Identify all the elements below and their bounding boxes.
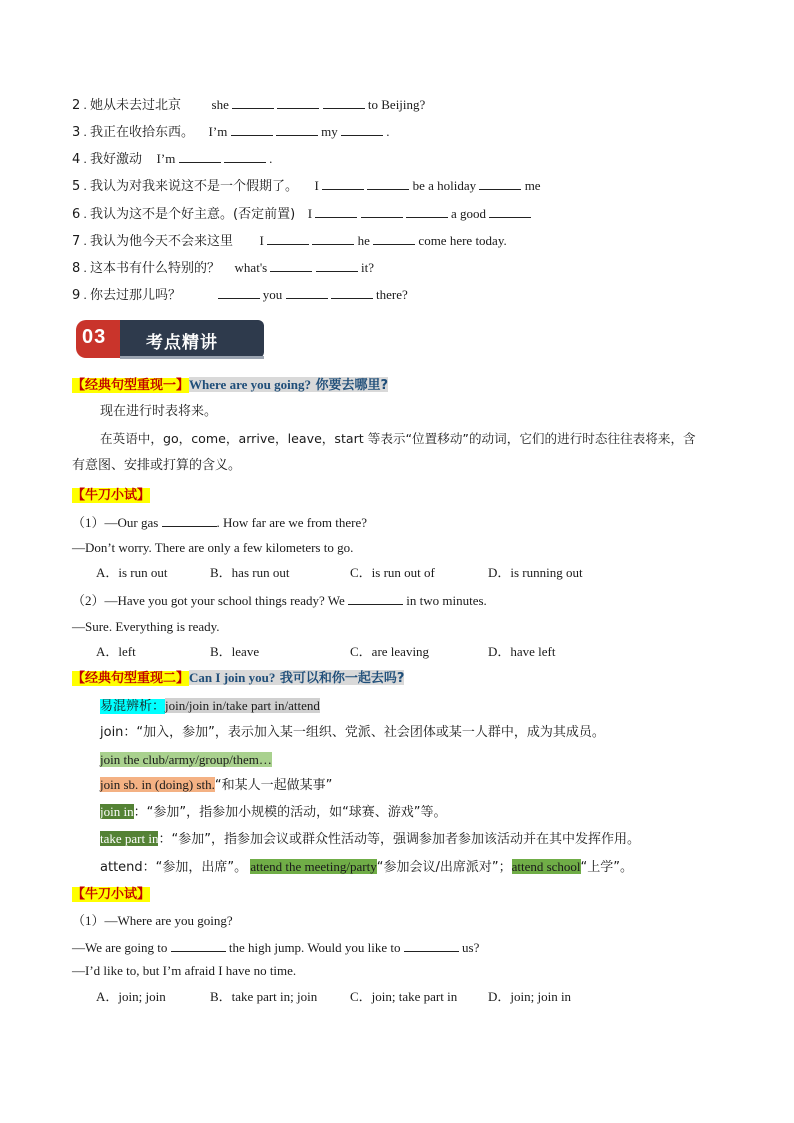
point2-tag: 【经典句型重现二】 — [72, 671, 190, 686]
section-banner — [76, 316, 266, 362]
join-definition: join：“加入，参加”，表示加入某一组织、党派、社会团体或某一人群中，成为其成员。 — [100, 725, 605, 740]
point1-line1: 现在进行时表将来。 — [100, 404, 218, 419]
fill-item-6: 6 . 我认为这不是个好主意。(否定前置) I a good — [72, 204, 531, 224]
fill-item-5: 5 . 我认为对我来说这不是一个假期了。 I be a holiday me — [72, 178, 541, 194]
point1-line3: 有意图、安排或打算的含义。 — [72, 458, 242, 473]
quiz2-options: A．join; join B．take part in; join C．join; take part in D．join; join in — [96, 989, 572, 1004]
join-in-line: join in：“参加”，指参加小规模的活动，如“球赛、游戏”等。 — [100, 804, 447, 820]
point2-question: Can I join you? 我可以和你一起去吗? — [189, 670, 405, 686]
point1-header — [72, 376, 388, 395]
fill-item-7: 7 . 我认为他今天不会来这里 I he come here today. — [72, 233, 507, 249]
quiz1-tag: 【牛刀小试】 — [72, 488, 151, 503]
point1-line2: 在英语中，go，come，arrive，leave，start 等表示“位置移动”的动词，它们的进行时态往往表将来，含 — [100, 431, 696, 446]
quiz1-q1-options: A．is run out B．has run out C．is run out of D．is running out — [96, 565, 583, 580]
quiz2-tag: 【牛刀小试】 — [72, 887, 151, 902]
join-sb-line: join sb. in (doing) sth.“和某人一起做某事” — [100, 777, 333, 793]
point1-tag: 【经典句型重现一】 — [72, 378, 190, 393]
section-title: 考点精讲 — [146, 333, 218, 353]
confuse-words: join/join in/take part in/attend — [165, 698, 320, 713]
point1-question: Where are you going? 你要去哪里? — [189, 377, 389, 393]
confuse-label: 易混辨析： — [100, 699, 166, 714]
fill-item-8: 8 . 这本书有什么特别的？ what's it? — [72, 260, 374, 276]
point2-header — [72, 669, 404, 688]
quiz1-q2-reply: —Sure. Everything is ready. — [72, 619, 220, 634]
quiz2-line2: —We are going to the high jump. Would you like to us? — [72, 940, 480, 955]
fill-item-2: 2 . 她从未去过北京 she to Beijing? — [72, 97, 426, 113]
fill-item-3: 3 . 我正在收拾东西。 I’m my . — [72, 124, 390, 140]
quiz1-q2-options: A．left B．leave C．are leaving D．have left — [96, 644, 556, 659]
quiz1-q2: （2）—Have you got your school things ready? We in two minutes. — [72, 593, 487, 608]
quiz1-q1-reply: —Don’t worry. There are only a few kilometers to go. — [72, 540, 354, 555]
join-example: join the club/army/group/them… — [100, 752, 272, 767]
take-part-in-line: take part in：“参加”，指参加会议或群众性活动等，强调参加者参加该活动并在其中发挥作用。 — [100, 831, 640, 847]
fill-item-4: 4 . 我好激动 I’m . — [72, 151, 273, 167]
quiz2-q1: （1）—Where are you going? — [72, 913, 233, 928]
attend-line: attend：“参加，出席”。 attend the meeting/party“参加会议/出席派对”；attend school“上学”。 — [100, 859, 634, 875]
fill-item-9: 9 . 你去过那儿吗？ you there? — [72, 287, 408, 303]
quiz2-line3: —I’d like to, but I’m afraid I have no time. — [72, 963, 297, 978]
quiz1-q1: （1）—Our gas . How far are we from there? — [72, 515, 368, 530]
confuse-line — [100, 697, 320, 716]
section-number: 03 — [82, 326, 107, 348]
